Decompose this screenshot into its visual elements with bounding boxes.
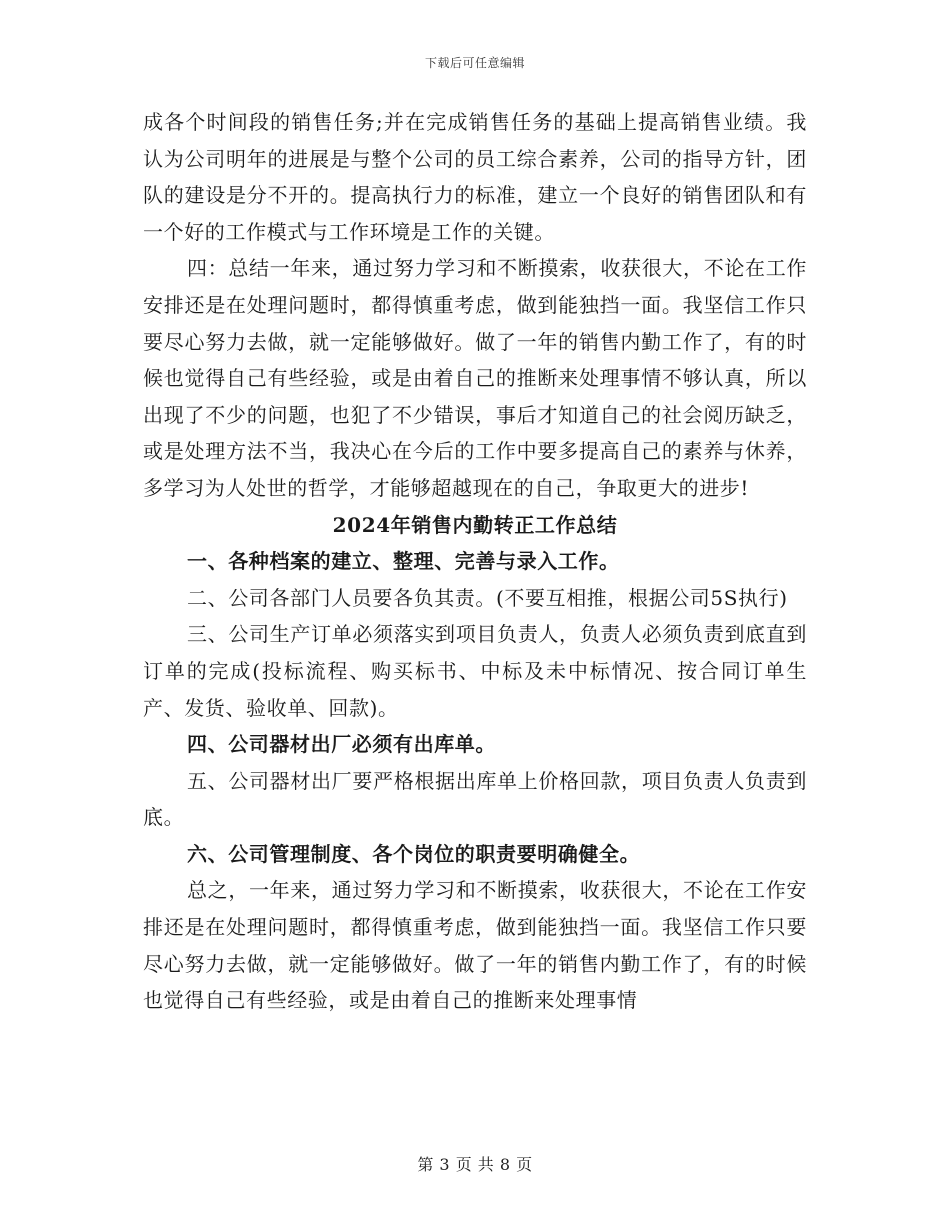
list-item-3: 三、公司生产订单必须落实到项目负责人，负责人必须负责到底直到订单的完成(投标流程、购买标书、中标及未中标情况、按合同订单生产、发货、验收单、回款)。 [143,622,807,720]
paragraph-conclusion: 总之，一年来，通过努力学习和不断摸索，收获很大，不论在工作安排还是在处理问题时，都得慎重考虑，做到能独挡一面。我坚信工作只要尽心努力去做，就一定能够做好。做了一年的销售内勤工作了，有的时候也觉得自己有些经验，或是由着自己的推断来处理事情 [143,878,807,1013]
section-title: 2024年销售内勤转正工作总结 [332,512,618,537]
document-body [143,104,807,1019]
paragraph-continued: 成各个时间段的销售任务;并在完成销售任务的基础上提高销售业绩。我认为公司明年的进展是与整个公司的员工综合素养，公司的指导方针，团队的建设是分不开的。提高执行力的标准，建立一个良好的销售团队和有一个好的工作模式与工作环境是工作的关键。 [143,110,807,244]
paragraph-summary-four: 四：总结一年来，通过努力学习和不断摸索，收获很大，不论在工作安排还是在处理问题时，都得慎重考虑，做到能独挡一面。我坚信工作只要尽心努力去做，就一定能够做好。做了一年的销售内勤工作了，有的时候也觉得自己有些经验，或是由着自己的推断来处理事情不够认真，所以出现了不少的问题，也犯了不少错误，事后才知道自己的社会阅历缺乏，或是处理方法不当，我决心在今后的工作中要多提高自己的素养与休养，多学习为人处世的哲学，才能够超越现在的自己，争取更大的进步! [143,256,807,500]
page-number: 第 3 页 共 8 页 [417,1155,533,1174]
list-item-4: 四、公司器材出厂必须有出库单。 [187,732,496,757]
page-header: 下载后可任意编辑 [424,56,525,70]
list-item-2: 二、公司各部门人员要各负其责。(不要互相推，根据公司5S执行) [187,585,788,610]
list-item-1: 一、各种档案的建立、整理、完善与录入工作。 [187,549,620,574]
list-item-5: 五、公司器材出厂要严格根据出库单上价格回款，项目负责人负责到底。 [143,768,807,830]
list-item-6: 六、公司管理制度、各个岗位的职责要明确健全。 [187,841,641,866]
